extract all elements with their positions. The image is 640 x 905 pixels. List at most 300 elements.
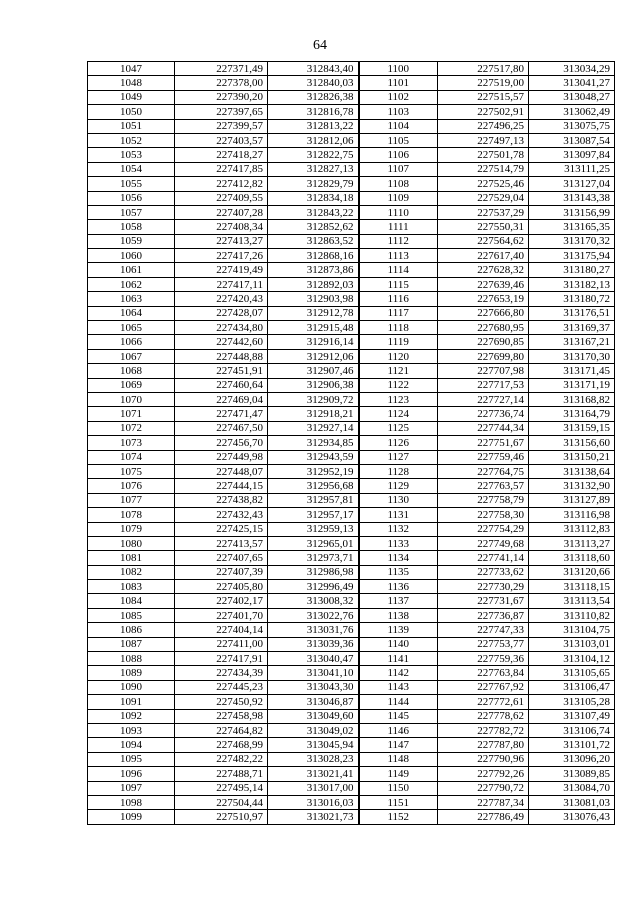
y-coordinate-cell: 313104,12 xyxy=(529,652,615,666)
point-number-cell: 1115 xyxy=(359,277,438,291)
y-coordinate-cell: 313164,79 xyxy=(529,407,615,421)
x-coordinate-cell: 227763,57 xyxy=(438,479,529,493)
y-coordinate-cell: 313127,04 xyxy=(529,177,615,191)
point-number-cell: 1073 xyxy=(88,436,175,450)
x-coordinate-cell: 227502,91 xyxy=(438,105,529,119)
x-coordinate-cell: 227417,11 xyxy=(175,277,268,291)
table-row xyxy=(88,565,615,579)
x-coordinate-cell: 227417,26 xyxy=(175,249,268,263)
point-number-cell: 1134 xyxy=(359,551,438,565)
point-number-cell: 1086 xyxy=(88,623,175,637)
x-coordinate-cell: 227790,72 xyxy=(438,781,529,795)
table-row xyxy=(88,652,615,666)
x-coordinate-cell: 227792,26 xyxy=(438,767,529,781)
point-number-cell: 1104 xyxy=(359,119,438,133)
table-row xyxy=(88,436,615,450)
table-row xyxy=(88,306,615,320)
x-coordinate-cell: 227763,84 xyxy=(438,666,529,680)
table-row xyxy=(88,666,615,680)
point-number-cell: 1051 xyxy=(88,119,175,133)
point-number-cell: 1050 xyxy=(88,105,175,119)
x-coordinate-cell: 227680,95 xyxy=(438,321,529,335)
x-coordinate-cell: 227390,20 xyxy=(175,90,268,104)
y-coordinate-cell: 313103,01 xyxy=(529,637,615,651)
x-coordinate-cell: 227407,28 xyxy=(175,205,268,219)
point-number-cell: 1048 xyxy=(88,76,175,90)
y-coordinate-cell: 312852,62 xyxy=(268,220,359,234)
y-coordinate-cell: 313150,21 xyxy=(529,450,615,464)
coordinates-table-body xyxy=(88,62,615,825)
table-row xyxy=(88,680,615,694)
y-coordinate-cell: 313096,20 xyxy=(529,752,615,766)
table-row xyxy=(88,162,615,176)
y-coordinate-cell: 312912,06 xyxy=(268,349,359,363)
table-row xyxy=(88,450,615,464)
y-coordinate-cell: 313176,51 xyxy=(529,306,615,320)
y-coordinate-cell: 313034,29 xyxy=(529,62,615,76)
point-number-cell: 1129 xyxy=(359,479,438,493)
x-coordinate-cell: 227525,46 xyxy=(438,177,529,191)
point-number-cell: 1141 xyxy=(359,652,438,666)
table-row xyxy=(88,105,615,119)
x-coordinate-cell: 227449,98 xyxy=(175,450,268,464)
x-coordinate-cell: 227744,34 xyxy=(438,421,529,435)
y-coordinate-cell: 313113,27 xyxy=(529,536,615,550)
point-number-cell: 1072 xyxy=(88,421,175,435)
y-coordinate-cell: 312868,16 xyxy=(268,249,359,263)
point-number-cell: 1056 xyxy=(88,191,175,205)
table-row xyxy=(88,810,615,824)
y-coordinate-cell: 312906,38 xyxy=(268,378,359,392)
point-number-cell: 1135 xyxy=(359,565,438,579)
point-number-cell: 1123 xyxy=(359,392,438,406)
x-coordinate-cell: 227442,60 xyxy=(175,335,268,349)
y-coordinate-cell: 312892,03 xyxy=(268,277,359,291)
point-number-cell: 1116 xyxy=(359,292,438,306)
y-coordinate-cell: 312843,22 xyxy=(268,205,359,219)
y-coordinate-cell: 313118,60 xyxy=(529,551,615,565)
y-coordinate-cell: 313041,10 xyxy=(268,666,359,680)
x-coordinate-cell: 227653,19 xyxy=(438,292,529,306)
table-row xyxy=(88,479,615,493)
point-number-cell: 1107 xyxy=(359,162,438,176)
table-row xyxy=(88,349,615,363)
y-coordinate-cell: 312957,81 xyxy=(268,493,359,507)
y-coordinate-cell: 312956,68 xyxy=(268,479,359,493)
point-number-cell: 1081 xyxy=(88,551,175,565)
y-coordinate-cell: 312912,78 xyxy=(268,306,359,320)
point-number-cell: 1084 xyxy=(88,594,175,608)
x-coordinate-cell: 227772,61 xyxy=(438,695,529,709)
x-coordinate-cell: 227517,80 xyxy=(438,62,529,76)
y-coordinate-cell: 312952,19 xyxy=(268,464,359,478)
y-coordinate-cell: 313138,64 xyxy=(529,464,615,478)
table-row xyxy=(88,637,615,651)
y-coordinate-cell: 313040,47 xyxy=(268,652,359,666)
y-coordinate-cell: 312834,18 xyxy=(268,191,359,205)
point-number-cell: 1054 xyxy=(88,162,175,176)
y-coordinate-cell: 313031,76 xyxy=(268,623,359,637)
point-number-cell: 1114 xyxy=(359,263,438,277)
x-coordinate-cell: 227434,39 xyxy=(175,666,268,680)
y-coordinate-cell: 312915,48 xyxy=(268,321,359,335)
x-coordinate-cell: 227497,13 xyxy=(438,133,529,147)
x-coordinate-cell: 227425,15 xyxy=(175,522,268,536)
point-number-cell: 1085 xyxy=(88,608,175,622)
x-coordinate-cell: 227428,07 xyxy=(175,306,268,320)
x-coordinate-cell: 227413,27 xyxy=(175,234,268,248)
y-coordinate-cell: 313106,74 xyxy=(529,723,615,737)
y-coordinate-cell: 313170,32 xyxy=(529,234,615,248)
point-number-cell: 1142 xyxy=(359,666,438,680)
y-coordinate-cell: 313171,45 xyxy=(529,364,615,378)
point-number-cell: 1120 xyxy=(359,349,438,363)
table-row xyxy=(88,536,615,550)
point-number-cell: 1091 xyxy=(88,695,175,709)
point-number-cell: 1077 xyxy=(88,493,175,507)
table-row xyxy=(88,292,615,306)
y-coordinate-cell: 312863,52 xyxy=(268,234,359,248)
x-coordinate-cell: 227417,85 xyxy=(175,162,268,176)
x-coordinate-cell: 227464,82 xyxy=(175,723,268,737)
x-coordinate-cell: 227438,82 xyxy=(175,493,268,507)
point-number-cell: 1068 xyxy=(88,364,175,378)
table-row xyxy=(88,277,615,291)
x-coordinate-cell: 227759,46 xyxy=(438,450,529,464)
point-number-cell: 1055 xyxy=(88,177,175,191)
y-coordinate-cell: 313127,89 xyxy=(529,493,615,507)
y-coordinate-cell: 313105,65 xyxy=(529,666,615,680)
table-row xyxy=(88,608,615,622)
y-coordinate-cell: 313048,27 xyxy=(529,90,615,104)
point-number-cell: 1094 xyxy=(88,738,175,752)
y-coordinate-cell: 312873,86 xyxy=(268,263,359,277)
x-coordinate-cell: 227413,57 xyxy=(175,536,268,550)
x-coordinate-cell: 227445,23 xyxy=(175,680,268,694)
table-row xyxy=(88,205,615,219)
y-coordinate-cell: 312918,21 xyxy=(268,407,359,421)
x-coordinate-cell: 227628,32 xyxy=(438,263,529,277)
y-coordinate-cell: 313016,03 xyxy=(268,795,359,809)
point-number-cell: 1109 xyxy=(359,191,438,205)
point-number-cell: 1076 xyxy=(88,479,175,493)
table-row xyxy=(88,378,615,392)
y-coordinate-cell: 313046,87 xyxy=(268,695,359,709)
point-number-cell: 1075 xyxy=(88,464,175,478)
point-number-cell: 1079 xyxy=(88,522,175,536)
x-coordinate-cell: 227407,65 xyxy=(175,551,268,565)
y-coordinate-cell: 313118,15 xyxy=(529,580,615,594)
x-coordinate-cell: 227402,17 xyxy=(175,594,268,608)
y-coordinate-cell: 312843,40 xyxy=(268,62,359,76)
x-coordinate-cell: 227482,22 xyxy=(175,752,268,766)
y-coordinate-cell: 313076,43 xyxy=(529,810,615,824)
table-row xyxy=(88,723,615,737)
point-number-cell: 1096 xyxy=(88,767,175,781)
x-coordinate-cell: 227510,97 xyxy=(175,810,268,824)
point-number-cell: 1127 xyxy=(359,450,438,464)
point-number-cell: 1060 xyxy=(88,249,175,263)
table-row xyxy=(88,263,615,277)
point-number-cell: 1065 xyxy=(88,321,175,335)
table-row xyxy=(88,695,615,709)
table-row xyxy=(88,119,615,133)
point-number-cell: 1145 xyxy=(359,709,438,723)
x-coordinate-cell: 227529,04 xyxy=(438,191,529,205)
point-number-cell: 1126 xyxy=(359,436,438,450)
x-coordinate-cell: 227782,72 xyxy=(438,723,529,737)
point-number-cell: 1113 xyxy=(359,249,438,263)
x-coordinate-cell: 227699,80 xyxy=(438,349,529,363)
y-coordinate-cell: 312973,71 xyxy=(268,551,359,565)
table-row xyxy=(88,551,615,565)
point-number-cell: 1092 xyxy=(88,709,175,723)
point-number-cell: 1152 xyxy=(359,810,438,824)
x-coordinate-cell: 227753,77 xyxy=(438,637,529,651)
x-coordinate-cell: 227749,68 xyxy=(438,536,529,550)
table-row xyxy=(88,508,615,522)
point-number-cell: 1078 xyxy=(88,508,175,522)
point-number-cell: 1122 xyxy=(359,378,438,392)
table-row xyxy=(88,148,615,162)
x-coordinate-cell: 227471,47 xyxy=(175,407,268,421)
point-number-cell: 1150 xyxy=(359,781,438,795)
point-number-cell: 1124 xyxy=(359,407,438,421)
x-coordinate-cell: 227469,04 xyxy=(175,392,268,406)
y-coordinate-cell: 313097,84 xyxy=(529,148,615,162)
point-number-cell: 1143 xyxy=(359,680,438,694)
x-coordinate-cell: 227741,14 xyxy=(438,551,529,565)
x-coordinate-cell: 227727,14 xyxy=(438,392,529,406)
x-coordinate-cell: 227371,49 xyxy=(175,62,268,76)
y-coordinate-cell: 313081,03 xyxy=(529,795,615,809)
y-coordinate-cell: 312907,46 xyxy=(268,364,359,378)
y-coordinate-cell: 313041,27 xyxy=(529,76,615,90)
point-number-cell: 1138 xyxy=(359,608,438,622)
y-coordinate-cell: 313112,83 xyxy=(529,522,615,536)
x-coordinate-cell: 227767,92 xyxy=(438,680,529,694)
y-coordinate-cell: 313169,37 xyxy=(529,321,615,335)
point-number-cell: 1090 xyxy=(88,680,175,694)
point-number-cell: 1080 xyxy=(88,536,175,550)
y-coordinate-cell: 313113,54 xyxy=(529,594,615,608)
x-coordinate-cell: 227617,40 xyxy=(438,249,529,263)
table-row xyxy=(88,364,615,378)
x-coordinate-cell: 227564,62 xyxy=(438,234,529,248)
x-coordinate-cell: 227758,79 xyxy=(438,493,529,507)
point-number-cell: 1095 xyxy=(88,752,175,766)
y-coordinate-cell: 313111,25 xyxy=(529,162,615,176)
y-coordinate-cell: 312812,06 xyxy=(268,133,359,147)
x-coordinate-cell: 227733,62 xyxy=(438,565,529,579)
table-row xyxy=(88,234,615,248)
table-row xyxy=(88,781,615,795)
y-coordinate-cell: 312957,17 xyxy=(268,508,359,522)
table-row xyxy=(88,335,615,349)
y-coordinate-cell: 312986,98 xyxy=(268,565,359,579)
y-coordinate-cell: 313107,49 xyxy=(529,709,615,723)
y-coordinate-cell: 313180,27 xyxy=(529,263,615,277)
point-number-cell: 1067 xyxy=(88,349,175,363)
table-row xyxy=(88,493,615,507)
x-coordinate-cell: 227717,53 xyxy=(438,378,529,392)
x-coordinate-cell: 227537,29 xyxy=(438,205,529,219)
x-coordinate-cell: 227467,50 xyxy=(175,421,268,435)
page-number: 64 xyxy=(313,38,327,53)
y-coordinate-cell: 313105,28 xyxy=(529,695,615,709)
x-coordinate-cell: 227403,57 xyxy=(175,133,268,147)
point-number-cell: 1053 xyxy=(88,148,175,162)
point-number-cell: 1066 xyxy=(88,335,175,349)
y-coordinate-cell: 313180,72 xyxy=(529,292,615,306)
table-row xyxy=(88,623,615,637)
x-coordinate-cell: 227448,07 xyxy=(175,464,268,478)
point-number-cell: 1083 xyxy=(88,580,175,594)
y-coordinate-cell: 312934,85 xyxy=(268,436,359,450)
point-number-cell: 1099 xyxy=(88,810,175,824)
point-number-cell: 1047 xyxy=(88,62,175,76)
x-coordinate-cell: 227401,70 xyxy=(175,608,268,622)
x-coordinate-cell: 227504,44 xyxy=(175,795,268,809)
table-row xyxy=(88,421,615,435)
table-row xyxy=(88,752,615,766)
x-coordinate-cell: 227460,64 xyxy=(175,378,268,392)
y-coordinate-cell: 313132,90 xyxy=(529,479,615,493)
y-coordinate-cell: 312822,75 xyxy=(268,148,359,162)
point-number-cell: 1148 xyxy=(359,752,438,766)
y-coordinate-cell: 312927,14 xyxy=(268,421,359,435)
y-coordinate-cell: 313156,60 xyxy=(529,436,615,450)
x-coordinate-cell: 227754,29 xyxy=(438,522,529,536)
x-coordinate-cell: 227515,57 xyxy=(438,90,529,104)
point-number-cell: 1049 xyxy=(88,90,175,104)
x-coordinate-cell: 227778,62 xyxy=(438,709,529,723)
point-number-cell: 1121 xyxy=(359,364,438,378)
point-number-cell: 1128 xyxy=(359,464,438,478)
point-number-cell: 1136 xyxy=(359,580,438,594)
table-row xyxy=(88,220,615,234)
x-coordinate-cell: 227411,00 xyxy=(175,637,268,651)
y-coordinate-cell: 313170,30 xyxy=(529,349,615,363)
x-coordinate-cell: 227451,91 xyxy=(175,364,268,378)
point-number-cell: 1069 xyxy=(88,378,175,392)
y-coordinate-cell: 312840,03 xyxy=(268,76,359,90)
y-coordinate-cell: 313104,75 xyxy=(529,623,615,637)
y-coordinate-cell: 312816,78 xyxy=(268,105,359,119)
point-number-cell: 1146 xyxy=(359,723,438,737)
y-coordinate-cell: 313028,23 xyxy=(268,752,359,766)
point-number-cell: 1061 xyxy=(88,263,175,277)
point-number-cell: 1087 xyxy=(88,637,175,651)
y-coordinate-cell: 313021,73 xyxy=(268,810,359,824)
y-coordinate-cell: 313043,30 xyxy=(268,680,359,694)
table-row xyxy=(88,407,615,421)
x-coordinate-cell: 227488,71 xyxy=(175,767,268,781)
point-number-cell: 1063 xyxy=(88,292,175,306)
y-coordinate-cell: 313039,36 xyxy=(268,637,359,651)
y-coordinate-cell: 313143,38 xyxy=(529,191,615,205)
table-row xyxy=(88,795,615,809)
x-coordinate-cell: 227731,67 xyxy=(438,594,529,608)
x-coordinate-cell: 227404,14 xyxy=(175,623,268,637)
point-number-cell: 1052 xyxy=(88,133,175,147)
y-coordinate-cell: 312829,79 xyxy=(268,177,359,191)
x-coordinate-cell: 227450,92 xyxy=(175,695,268,709)
x-coordinate-cell: 227468,99 xyxy=(175,738,268,752)
y-coordinate-cell: 312916,14 xyxy=(268,335,359,349)
x-coordinate-cell: 227434,80 xyxy=(175,321,268,335)
x-coordinate-cell: 227417,91 xyxy=(175,652,268,666)
table-row xyxy=(88,76,615,90)
table-row xyxy=(88,90,615,104)
y-coordinate-cell: 313087,54 xyxy=(529,133,615,147)
y-coordinate-cell: 313168,82 xyxy=(529,392,615,406)
y-coordinate-cell: 313008,32 xyxy=(268,594,359,608)
table-row xyxy=(88,177,615,191)
y-coordinate-cell: 312965,01 xyxy=(268,536,359,550)
x-coordinate-cell: 227397,65 xyxy=(175,105,268,119)
point-number-cell: 1093 xyxy=(88,723,175,737)
point-number-cell: 1106 xyxy=(359,148,438,162)
point-number-cell: 1131 xyxy=(359,508,438,522)
x-coordinate-cell: 227759,36 xyxy=(438,652,529,666)
x-coordinate-cell: 227444,15 xyxy=(175,479,268,493)
x-coordinate-cell: 227501,78 xyxy=(438,148,529,162)
x-coordinate-cell: 227730,29 xyxy=(438,580,529,594)
x-coordinate-cell: 227550,31 xyxy=(438,220,529,234)
table-row xyxy=(88,738,615,752)
table-row xyxy=(88,249,615,263)
point-number-cell: 1119 xyxy=(359,335,438,349)
point-number-cell: 1100 xyxy=(359,62,438,76)
y-coordinate-cell: 313156,99 xyxy=(529,205,615,219)
x-coordinate-cell: 227419,49 xyxy=(175,263,268,277)
point-number-cell: 1130 xyxy=(359,493,438,507)
x-coordinate-cell: 227405,80 xyxy=(175,580,268,594)
x-coordinate-cell: 227418,27 xyxy=(175,148,268,162)
point-number-cell: 1102 xyxy=(359,90,438,104)
y-coordinate-cell: 313182,13 xyxy=(529,277,615,291)
y-coordinate-cell: 313017,00 xyxy=(268,781,359,795)
point-number-cell: 1108 xyxy=(359,177,438,191)
y-coordinate-cell: 313171,19 xyxy=(529,378,615,392)
point-number-cell: 1089 xyxy=(88,666,175,680)
table-row xyxy=(88,522,615,536)
y-coordinate-cell: 313049,02 xyxy=(268,723,359,737)
x-coordinate-cell: 227378,00 xyxy=(175,76,268,90)
y-coordinate-cell: 312903,98 xyxy=(268,292,359,306)
x-coordinate-cell: 227764,75 xyxy=(438,464,529,478)
x-coordinate-cell: 227514,79 xyxy=(438,162,529,176)
point-number-cell: 1058 xyxy=(88,220,175,234)
x-coordinate-cell: 227448,88 xyxy=(175,349,268,363)
point-number-cell: 1070 xyxy=(88,392,175,406)
x-coordinate-cell: 227690,85 xyxy=(438,335,529,349)
point-number-cell: 1112 xyxy=(359,234,438,248)
x-coordinate-cell: 227408,34 xyxy=(175,220,268,234)
y-coordinate-cell: 313045,94 xyxy=(268,738,359,752)
x-coordinate-cell: 227787,34 xyxy=(438,795,529,809)
x-coordinate-cell: 227736,74 xyxy=(438,407,529,421)
x-coordinate-cell: 227495,14 xyxy=(175,781,268,795)
x-coordinate-cell: 227456,70 xyxy=(175,436,268,450)
point-number-cell: 1118 xyxy=(359,321,438,335)
x-coordinate-cell: 227420,43 xyxy=(175,292,268,306)
y-coordinate-cell: 313084,70 xyxy=(529,781,615,795)
x-coordinate-cell: 227747,33 xyxy=(438,623,529,637)
y-coordinate-cell: 313089,85 xyxy=(529,767,615,781)
x-coordinate-cell: 227666,80 xyxy=(438,306,529,320)
